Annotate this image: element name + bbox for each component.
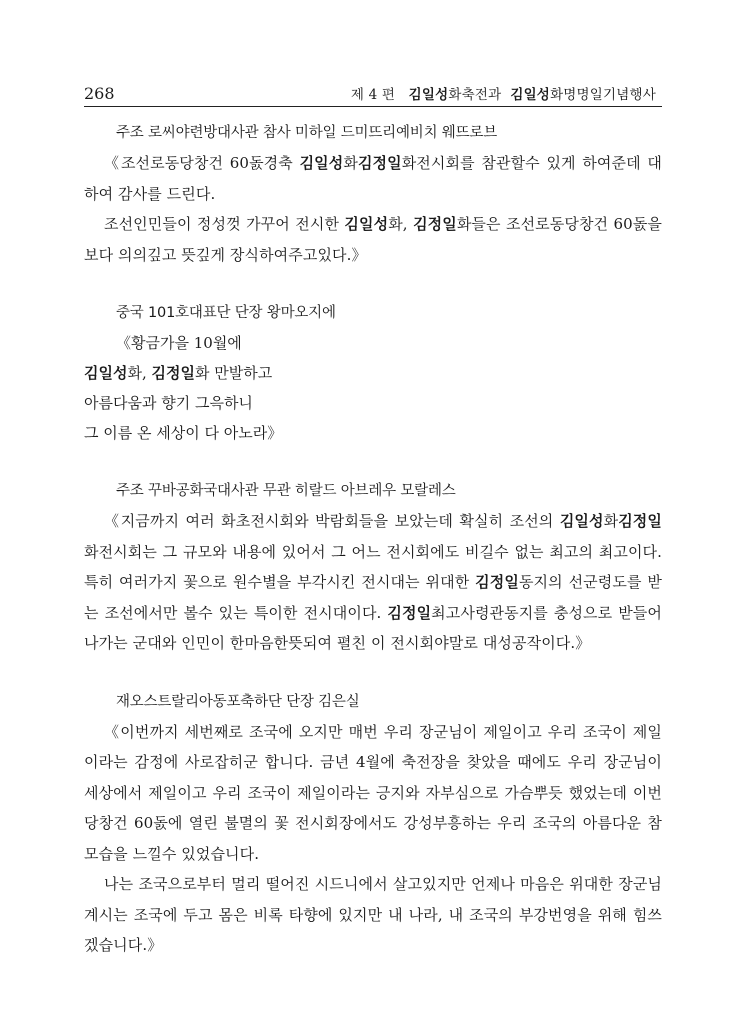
section-australia [84, 687, 662, 961]
poem-line: 《황금가을 10월에 [116, 334, 242, 352]
speaker-line: 재오스트랄리아동포축하단 단장 김은실 [116, 693, 360, 710]
section-china [84, 298, 662, 448]
poem-line: 김일성화, 김정일화 만발하고 [84, 364, 273, 382]
poem-line: 그 이름 온 세상이 다 아노라》 [84, 424, 283, 442]
paragraph: 나는 조국으로부터 멀리 떨어진 시드니에서 살고있지만 언제나 마음은 위대한 장군님 계시는 조국에 두고 몸은 비록 타향에 있지만 내 나라, 내 조국의 부강번영을 위해 힘쓰겠습니다.》 [84, 875, 662, 954]
paragraph: 《조선로동당창건 60돐경축 김일성화김정일화전시회를 참관할수 있게 하여준데 대하여 감사를 드린다. [84, 154, 662, 203]
section-russia [84, 118, 662, 270]
title-name-2: 김일성 [510, 87, 551, 103]
page-number: 268 [84, 84, 115, 103]
paragraph: 조선인민들이 정성껏 가꾸어 전시한 김일성화, 김정일화들은 조선로동당창건 60돐을 보다 의의깊고 뜻깊게 장식하여주고있다.》 [84, 215, 662, 264]
chapter-label: 제 4 편 [350, 87, 396, 103]
speaker-line: 주조 꾸바공화국대사관 무관 히랄드 아브레우 모랄레스 [116, 483, 456, 499]
speaker-line: 주조 로씨야련방대사관 참사 미하일 드미뜨리예비치 웨뜨로브 [116, 125, 498, 141]
title-end: 화명명일기념행사 [550, 87, 656, 103]
title-name-1: 김일성 [408, 87, 449, 103]
speaker-line: 중국 101호대표단 단장 왕마오지에 [116, 305, 336, 321]
page-body [84, 118, 662, 961]
title-mid: 화축전과 [448, 87, 502, 103]
poem-line: 아름다움과 향기 그윽하니 [84, 394, 253, 412]
running-title [351, 85, 656, 105]
page-header [84, 84, 662, 107]
paragraph: 《지금까지 여러 화초전시회와 박람회들을 보았는데 확실히 조선의 김일성화김정일화전시회는 그 규모와 내용에 있어서 그 어느 전시회에도 비길수 없는 최고의 최고이다. 특히 여러가지 꽃으로 원수별을 부각시킨 전시대는 위대한 김정일동지의 선군령도를 받는 조선에서만 볼수 있는 특이한 전시대이다. 김정일최고사령관동지를 충성으로 받들어나가는 군대와 인민이 한마음한뜻되여 펼친 이 전시회야말로 대성공작이다.》 [84, 512, 662, 652]
section-cuba [84, 476, 662, 659]
paragraph: 《이번까지 세번째로 조국에 오지만 매번 우리 장군님이 제일이고 우리 조국이 제일이라는 감정에 사로잡히군 합니다. 금년 4월에 축전장을 찾았을 때에도 우리 장군님이 세상에서 제일이고 우리 조국이 제일이라는 긍지와 자부심으로 가슴뿌듯 했었는데 이번 당창건 60돐에 열린 불멸의 꽃 전시회장에서도 강성부흥하는 우리 조국의 아름다운 참모습을 느낄수 있었습니다. [84, 722, 662, 863]
